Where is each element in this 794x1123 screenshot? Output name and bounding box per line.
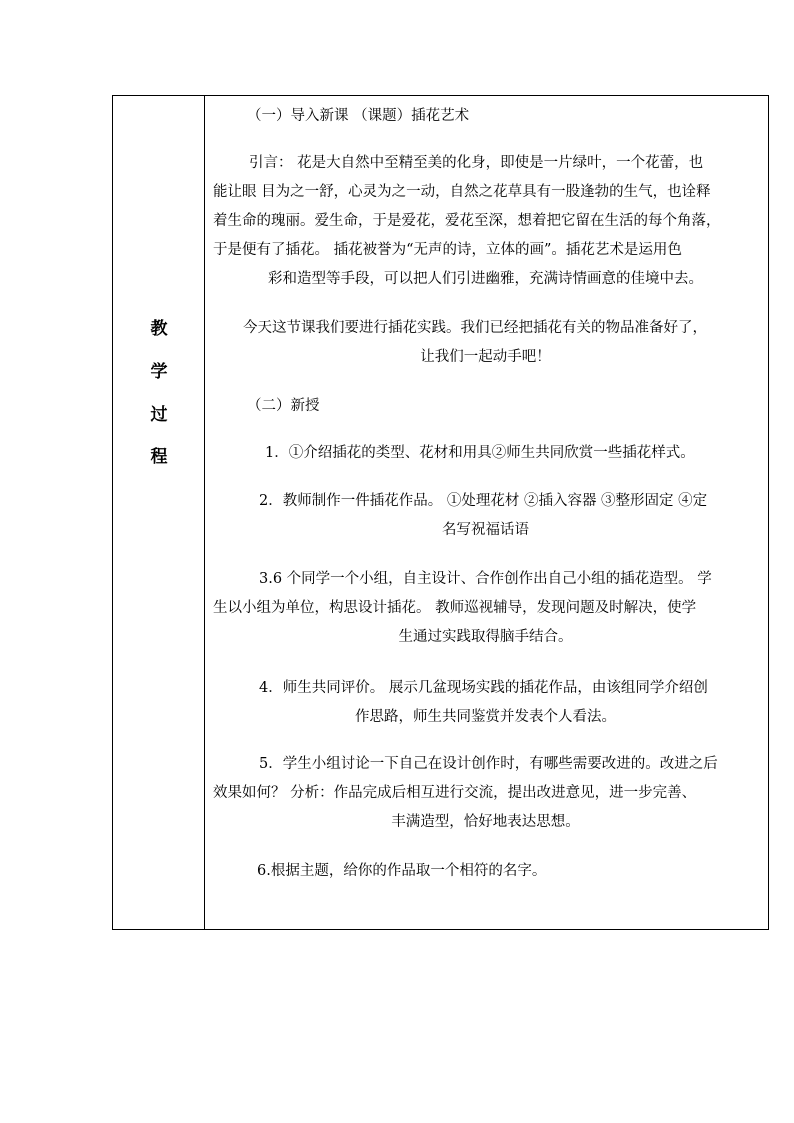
- heading-intro: （一）导入新课 （课题）插花艺术: [247, 108, 470, 124]
- section-label-char: 教: [150, 319, 168, 339]
- content-cell: [205, 96, 768, 929]
- today-paragraph: [213, 316, 758, 370]
- item-3: [213, 567, 758, 650]
- text-line: 生通过实践取得脑手结合。: [398, 629, 573, 645]
- item-5: [213, 752, 758, 835]
- text-line: 着生命的瑰丽。爱生命，于是爱花，爱花至深，想着把它留在生活的每个角落，: [213, 213, 721, 229]
- text-line: 作思路，师生共同鉴赏并发表个人看法。: [355, 709, 616, 725]
- text-line: 能让眼 目为之一舒，心灵为之一动，自然之花草具有一股逢勃的生气，也诠释: [213, 184, 711, 200]
- item-2: [213, 489, 758, 543]
- text-line: 生以小组为单位，构思设计插花。 教师巡视辅导，发现问题及时解决，使学: [213, 600, 697, 616]
- text-line: 名写祝福话语: [442, 522, 529, 538]
- text-line: 2．教师制作一件插花作品。 ①处理花材 ②插入容器 ③整形固定 ④定: [259, 493, 708, 509]
- text-line: 彩和造型等手段，可以把人们引进幽雅，充满诗情画意的佳境中去。: [268, 271, 703, 287]
- lesson-table: [112, 95, 769, 930]
- text-line: 让我们一起动手吧！: [420, 349, 551, 365]
- section-label-cell: [113, 96, 205, 929]
- intro-paragraph: [213, 151, 758, 292]
- text-line: 4．师生共同评价。 展示几盆现场实践的插花作品，由该组同学介绍创: [259, 680, 708, 696]
- text-line: 丰满造型，恰好地表达思想。: [391, 814, 580, 830]
- section-label-char: 过: [150, 405, 168, 425]
- section-label-char: 学: [150, 362, 168, 382]
- text-line: 5．学生小组讨论一下自己在设计创作时，有哪些需要改进的。改进之后: [259, 756, 718, 772]
- text-line: 引言： 花是大自然中至精至美的化身，即使是一片绿叶，一个花蕾，也: [249, 155, 704, 171]
- item-6: 6.根据主题，给你的作品取一个相符的名字。: [257, 863, 547, 879]
- text-line: 今天这节课我们要进行插花实践。我们已经把插花有关的物品准备好了，: [243, 320, 707, 336]
- item-4: [213, 676, 758, 730]
- text-line: 3.6 个同学一个小组，自主设计、合作创作出自己小组的插花造型。 学: [259, 571, 712, 587]
- item-1: 1．①介绍插花的类型、花材和用具②师生共同欣赏一些插花样式。: [265, 445, 695, 461]
- section-label-char: 程: [150, 447, 168, 467]
- heading-new: （二）新授: [247, 398, 320, 414]
- text-line: 于是便有了插花。 插花被誉为“无声的诗，立体的画”。插花艺术是运用色: [213, 242, 682, 258]
- text-line: 效果如何？ 分析：作品完成后相互进行交流，提出改进意见，进一步完善、: [213, 785, 697, 801]
